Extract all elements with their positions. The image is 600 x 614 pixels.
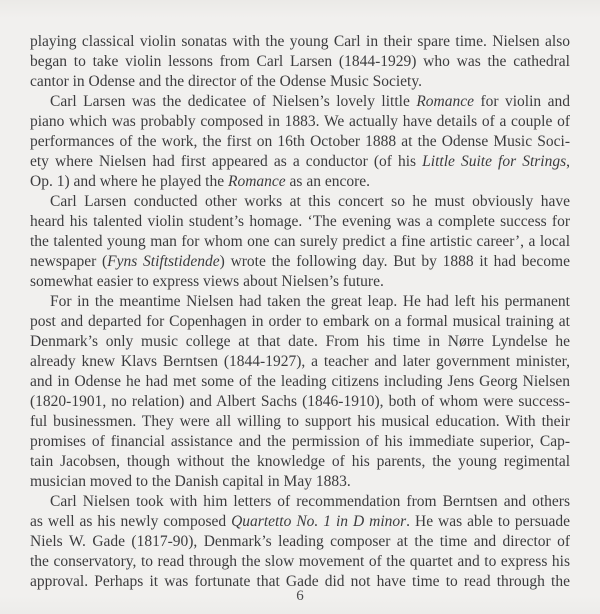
text-line <box>30 112 570 132</box>
paragraph <box>30 292 570 492</box>
paragraph <box>30 92 570 192</box>
text-run: (1820-1901, no relation) and Albert Sachs (1846-1910), both of whom were success- <box>30 393 570 410</box>
text-line <box>30 512 570 532</box>
paragraph <box>30 192 570 292</box>
text-line <box>30 452 570 472</box>
text-run: musician moved to the Danish capital in May 1883. <box>30 473 351 490</box>
text-line <box>30 152 570 172</box>
text-column <box>30 32 570 592</box>
text-line <box>30 92 570 112</box>
text-line <box>30 172 570 192</box>
paragraph <box>30 32 570 92</box>
text-run: somewhat easier to express views about Nielsen’s future. <box>30 273 384 290</box>
italic-text: Fyns Stiftstidende <box>107 253 220 270</box>
text-run: the talented young man for whom one can surely predict a fine artistic career’, a local <box>30 233 570 250</box>
text-line <box>30 212 570 232</box>
text-run: newspaper ( <box>30 253 108 270</box>
text-line <box>30 292 570 312</box>
text-line <box>30 432 570 452</box>
text-line <box>30 272 570 292</box>
text-line <box>30 232 570 252</box>
text-line <box>30 332 570 352</box>
text-line <box>30 532 570 552</box>
text-run: approval. Perhaps it was fortunate that Gade did not have time to read through the <box>30 573 570 590</box>
text-line <box>30 312 570 332</box>
text-run: ful businessmen. They were all willing to support his musical education. With their <box>30 413 570 430</box>
italic-text: Romance <box>416 93 474 110</box>
text-line <box>30 192 570 212</box>
text-run: Carl Larsen conducted other works at this concert so he must obviously have <box>50 193 570 210</box>
text-run: playing classical violin sonatas with the young Carl in their spare time. Nielsen also <box>30 33 570 50</box>
text-run: piano which was probably composed in 1883. We actually have details of a couple of <box>30 113 570 130</box>
text-line <box>30 392 570 412</box>
text-run: performances of the work, the first on 16th October 1888 at the Odense Music Soci- <box>30 133 570 150</box>
text-line <box>30 252 570 272</box>
text-run: already knew Klavs Berntsen (1844-1927), a teacher and later government minister, <box>30 353 570 370</box>
text-line <box>30 132 570 152</box>
page-number: 6 <box>296 588 304 604</box>
text-run: . He was able to persuade <box>406 513 570 530</box>
text-run: Denmark’s only music college at that date. From his time in Nørre Lyndelse he <box>30 333 570 350</box>
text-line <box>30 72 570 92</box>
text-run: and in Odense he had met some of the leading citizens including Jens Georg Nielsen <box>30 373 570 390</box>
text-run: For in the meantime Nielsen had taken the great leap. He had left his permanent <box>50 293 570 310</box>
text-run: Carl Nielsen took with him letters of recommendation from Berntsen and others <box>50 493 570 510</box>
italic-text: Little Suite for Strings <box>422 153 567 170</box>
text-run: as well as his newly composed <box>30 513 232 530</box>
text-run: ) wrote the following day. But by 1888 it had become <box>219 253 570 270</box>
text-run: cantor in Odense and the director of the Odense Music Society. <box>30 73 422 90</box>
text-run: as an encore. <box>285 173 370 190</box>
text-run: for violin and <box>473 93 570 110</box>
text-line <box>30 492 570 512</box>
text-run: post and departed for Copenhagen in order to embark on a formal musical training at <box>30 313 570 330</box>
text-run: heard his talented violin student’s homage. ‘The evening was a complete success for <box>30 213 570 230</box>
text-line <box>30 52 570 72</box>
text-run: ety where Nielsen had first appeared as a conductor (of his <box>30 153 423 170</box>
text-line <box>30 372 570 392</box>
text-run: Niels W. Gade (1817-90), Denmark’s leading composer at the time and director of <box>30 533 570 550</box>
paragraph <box>30 492 570 592</box>
text-run: Carl Larsen was the dedicatee of Nielsen’s lovely little <box>50 93 417 110</box>
text-line <box>30 552 570 572</box>
text-line <box>30 412 570 432</box>
text-run: Op. 1) and where he played the <box>30 173 228 190</box>
text-line <box>30 352 570 372</box>
text-run: promises of financial assistance and the permission of his immediate superior, Cap- <box>30 433 570 450</box>
text-run: tain Jacobsen, though without the knowledge of his parents, the young regimental <box>30 453 570 470</box>
text-run: began to take violin lessons from Carl Larsen (1844-1929) who was the cathedral <box>30 53 570 70</box>
italic-text: Romance <box>227 173 286 190</box>
text-run: the conservatory, to read through the slow movement of the quartet and to express his <box>30 553 570 570</box>
text-line <box>30 32 570 52</box>
text-line <box>30 472 570 492</box>
text-run: , <box>566 153 570 170</box>
italic-text: Quartetto No. 1 in D minor <box>231 513 407 530</box>
